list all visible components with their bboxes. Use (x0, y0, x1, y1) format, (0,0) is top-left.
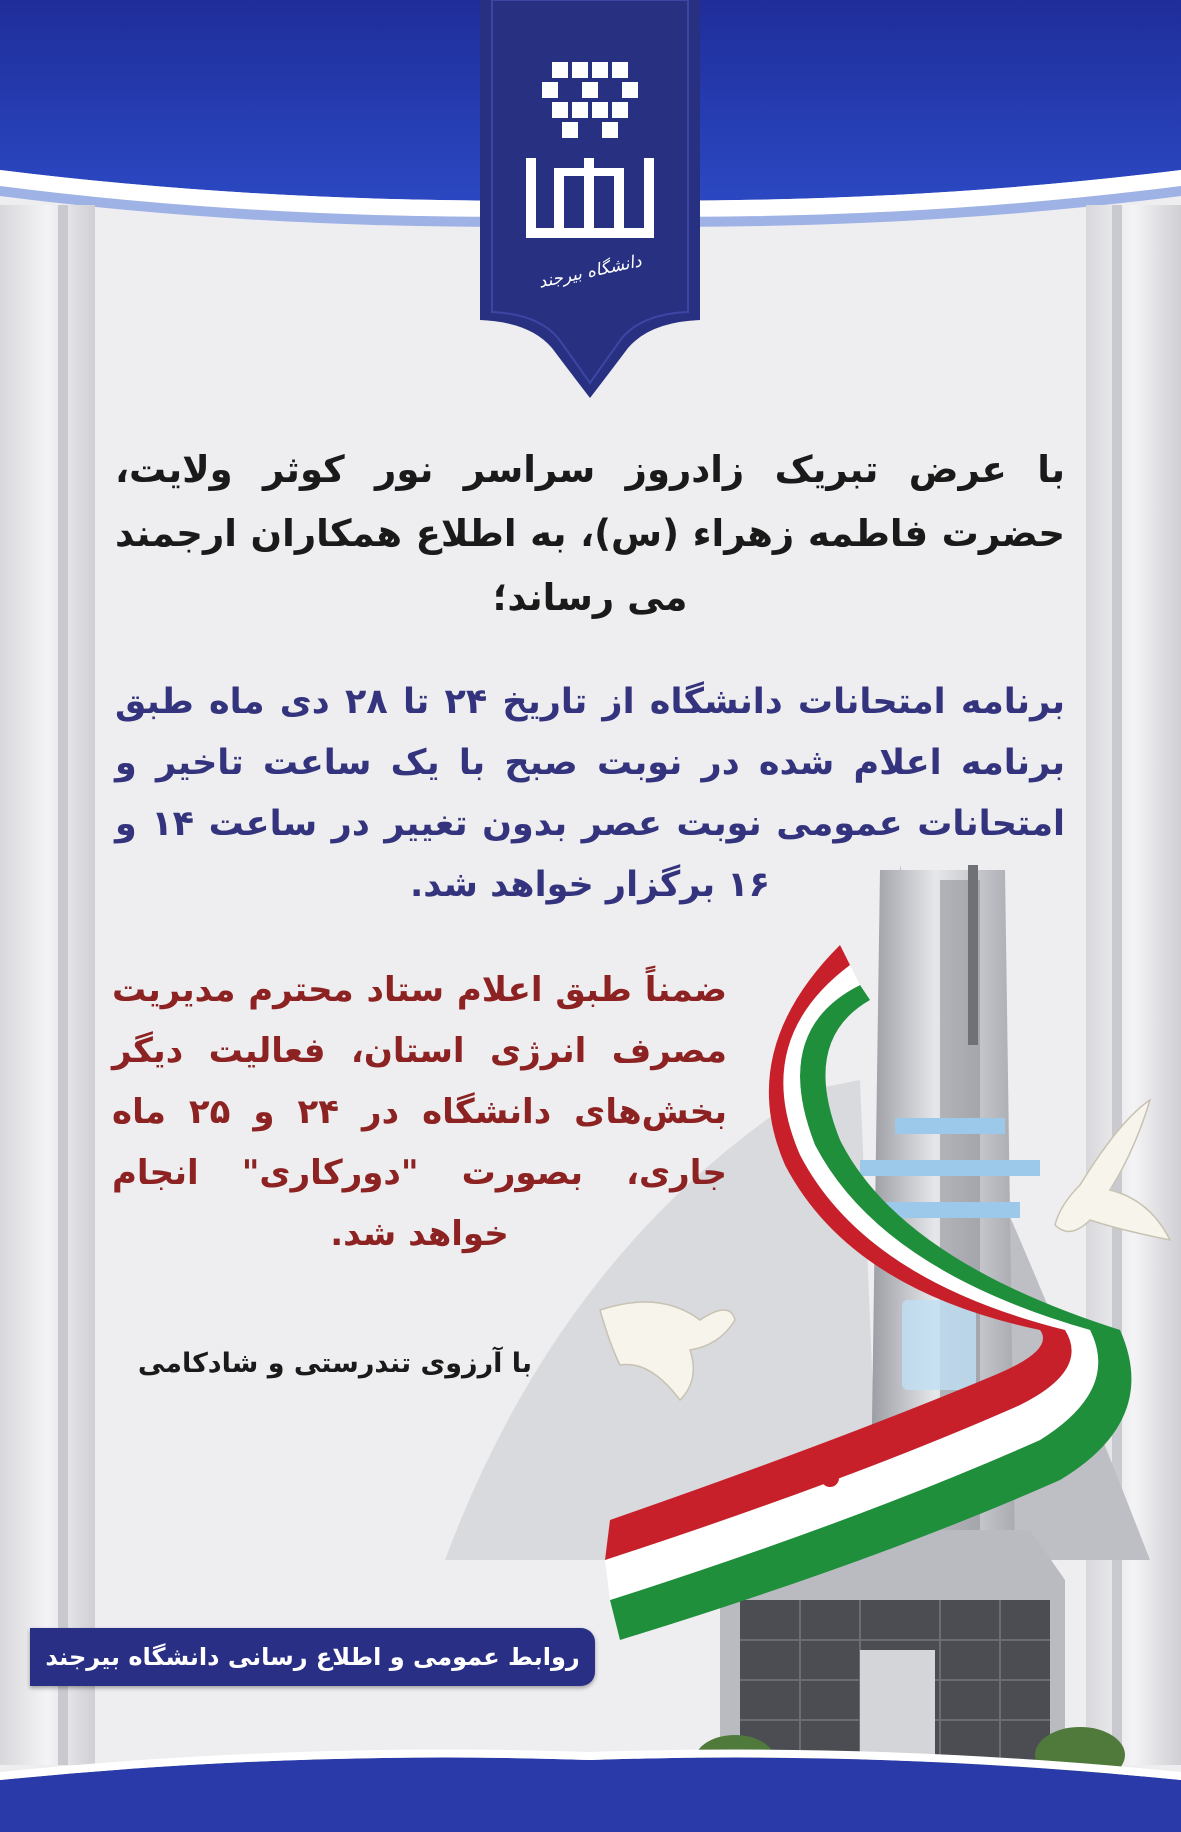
logo-caption: دانشگاه بیرجند (536, 251, 644, 293)
birjand-university-logo-icon (520, 50, 660, 260)
footer-text: روابط عمومی و اطلاع رسانی دانشگاه بیرجند (45, 1643, 580, 1671)
footer-badge (30, 1628, 595, 1686)
remote-work-notice-text: ضمناً طبق اعلام ستاد محترم مدیریت مصرف انرژی استان، فعالیت دیگر بخش‌های دانشگاه در ۲۴ و ۲۵ ماه جاری، بصورت "دورکاری" انجام خواهد شد. (112, 970, 727, 1254)
bottom-band (0, 1740, 1181, 1832)
greeting-text: با عرض تبریک زادروز سراسر نور کوثر ولایت، حضرت فاطمه زهراء (س)، به اطلاع همکاران ارجمند می رساند؛ (115, 448, 1065, 619)
wishes-text: با آرزوی تندرستی و شادکامی (137, 1348, 533, 1379)
exam-announcement-text: برنامه امتحانات دانشگاه از تاریخ ۲۴ تا ۲۸ دی ماه طبق برنامه اعلام شده در نوبت صبح با یک ساعت تاخیر و امتحانات عمومی نوبت عصر بدون تغییر در ساعت ۱۴ و ۱۶ برگزار خواهد شد. (115, 682, 1065, 905)
